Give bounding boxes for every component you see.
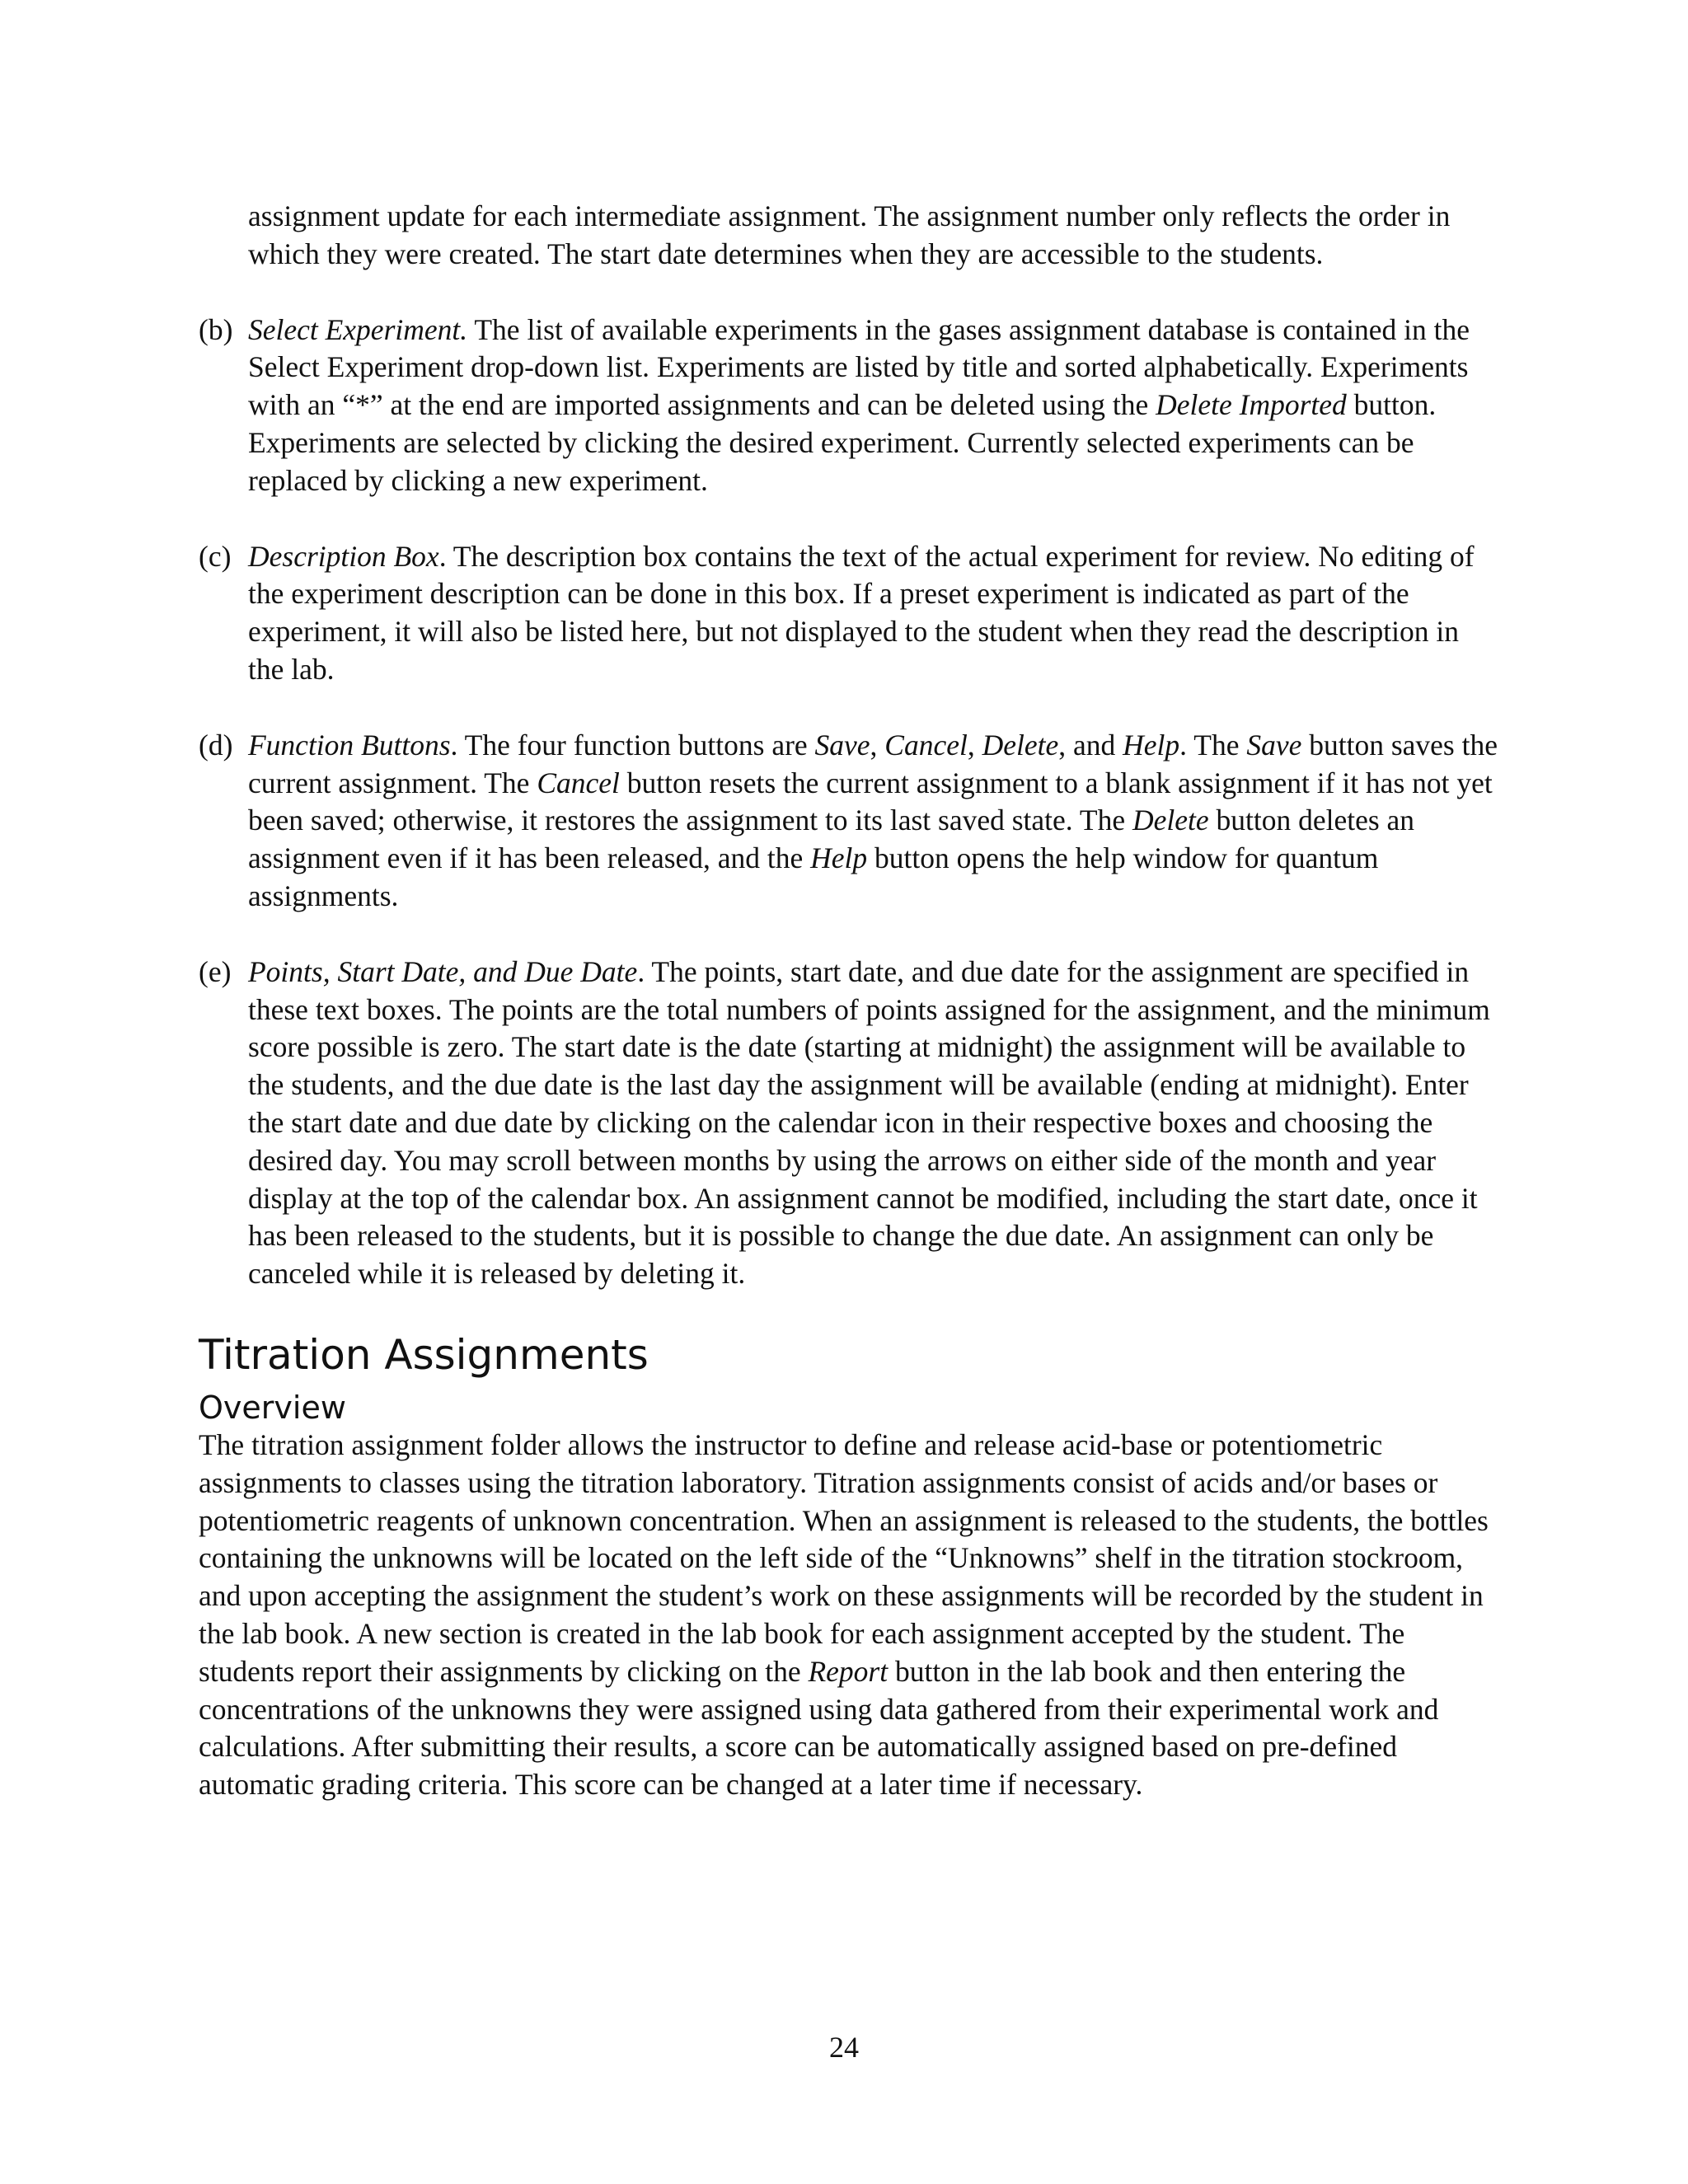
italic-text-run: Cancel — [537, 766, 620, 799]
continued-paragraph: assignment update for each intermediate assignment. The assignment number only reflects the order in which they were created. The start date determines when they are accessible to the students. — [248, 199, 1451, 270]
page-content — [199, 198, 1501, 1804]
page-number: 24 — [829, 2031, 859, 2064]
text-run: . The — [1179, 728, 1247, 762]
text-run: button saves the current assignment. The — [248, 728, 1498, 799]
italic-text-run: Report — [808, 1654, 889, 1688]
italic-text-run: Delete — [1132, 804, 1209, 837]
italic-text-run: Save — [814, 728, 870, 762]
italic-text-run: Function Buttons — [248, 728, 451, 762]
list-marker: (b) — [199, 312, 233, 346]
italic-text-run: Help — [810, 841, 868, 875]
list-item-e — [199, 954, 1501, 1293]
text-run: . The four function buttons are — [450, 728, 815, 762]
text-run: , — [870, 728, 885, 762]
list-item-d — [199, 727, 1501, 916]
list-item-text — [248, 312, 1501, 500]
text-run: , — [967, 728, 982, 762]
italic-text-run: Cancel — [884, 728, 968, 762]
lettered-list — [199, 312, 1501, 1293]
overview-paragraph — [199, 1427, 1501, 1804]
italic-text-run: Save — [1246, 728, 1302, 762]
text-run: The list of available experiments in the gases assignment database is contained in the Select Experiment drop-down list. Experiments are listed by title and sorted alphabetically. Experiments with an “*” at the end are imported assignments and can be deleted using the — [248, 312, 1470, 422]
text-run: , and — [1058, 728, 1123, 762]
list-item-text — [248, 727, 1501, 916]
italic-text-run: Help — [1123, 728, 1180, 762]
text-run: button resets the current assignment to a blank assignment if it has not yet been saved; otherwise, it restores the assignment to its last saved state. The — [248, 766, 1493, 837]
list-item-c — [199, 538, 1501, 689]
text-run: . The points, start date, and due date for the assignment are specified in these text boxes. The points are the total numbers of points assigned for the assignment, and the minimum score possible is zero. The start date is the date (starting at midnight) the assignment will be available to the students, and the due date is the last day the assignment will be available (ending at midnight). Enter the start date and due date by clicking on the calendar icon in their respective boxes and choosing the desired day. You may scroll between months by using the arrows on either side of the month and year display at the top of the calendar box. An assignment cannot be modified, including the start date, once it has been released to the students, but it is possible to change the due date. An assignment can only be canceled while it is released by deleting it. — [248, 954, 1490, 1291]
list-item-b — [199, 312, 1501, 500]
italic-text-run: Points, Start Date, and Due Date — [248, 954, 638, 988]
text-run: The titration assignment folder allows the instructor to define and release acid-base or potentiometric assignments to classes using the titration laboratory. Titration assignments consist of acids and/or bases or potentiometric reagents of unknown concentration. When an assignment is released to the students, the bottles containing the unknowns will be located on the left side of the “Unknowns” shelf in the titration stockroom, and upon accepting the assignment the student’s work on these assignments will be recorded by the student in the lab book. A new section is created in the lab book for each assignment accepted by the student. The students report their assignments by clicking on the — [199, 1427, 1489, 1688]
text-run: button opens the help window for quantum assignments. — [248, 841, 1379, 912]
text-run: button. Experiments are selected by clicking the desired experiment. Currently selected experiments can be replaced by clicking a new experiment. — [248, 388, 1437, 497]
italic-text-run: Delete Imported — [1156, 388, 1347, 422]
italic-text-run: Delete — [982, 728, 1059, 762]
list-marker: (e) — [199, 954, 232, 988]
text-run: . The description box contains the text of the actual experiment for review. No editing of the experiment description can be done in this box. If a preset experiment is indicated as part of the experiment, it will also be listed here, but not displayed to the student when they read the description in the lab. — [248, 539, 1475, 686]
list-item-text — [248, 538, 1501, 689]
italic-text-run: Description Box — [248, 539, 439, 573]
subsection-title: Overview — [199, 1389, 346, 1426]
list-item-text — [248, 954, 1501, 1293]
section-title: Titration Assignments — [199, 1330, 649, 1379]
list-marker: (d) — [199, 728, 233, 762]
list-marker: (c) — [199, 539, 232, 573]
text-run: button deletes an assignment even if it has been released, and the — [248, 804, 1415, 875]
italic-text-run: Select Experiment. — [248, 312, 468, 346]
text-run: button in the lab book and then entering the concentrations of the unknowns they were assigned using data gathered from their experimental work and calculations. After submitting their results, a score can be automatically assigned based on pre-defined automatic grading criteria. This score can be changed at a later time if necessary. — [199, 1654, 1439, 1802]
